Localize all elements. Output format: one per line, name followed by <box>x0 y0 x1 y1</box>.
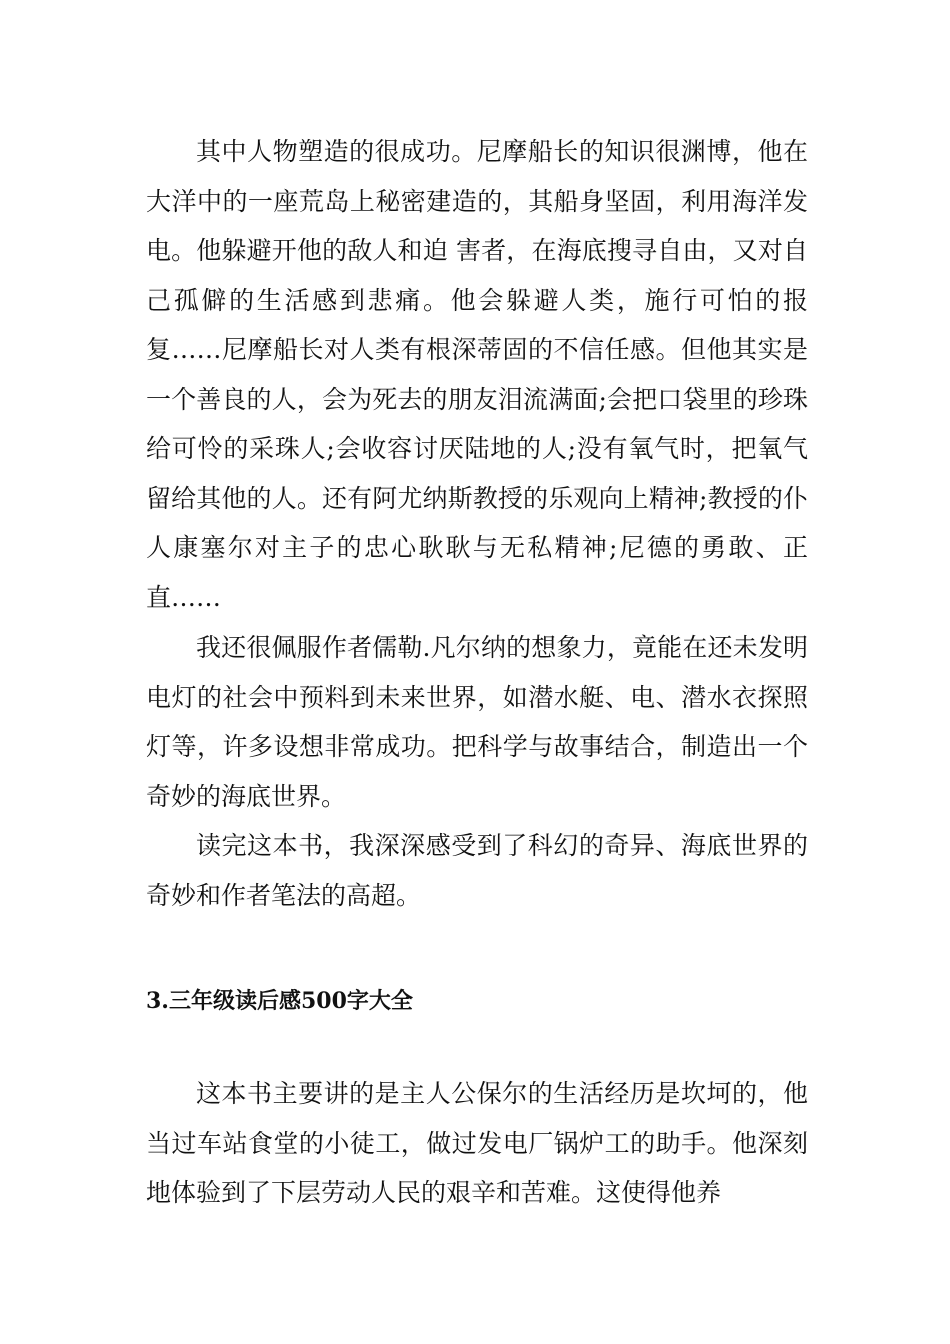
paragraph-author-imagination: 我还很佩服作者儒勒.凡尔纳的想象力，竟能在还未发明电灯的社会中预料到未来世界，如潜水艇、电、潜水衣探照灯等，许多设想非常成功。把科学与故事结合，制造出一个奇妙的海底世界。 <box>146 633 808 811</box>
paragraph-paul-story: 这本书主要讲的是主人公保尔的生活经历是坎坷的，他当过车站食堂的小徒工，做过发电厂锅炉工的助手。他深刻地体验到了下层劳动人民的艰辛和苦难。这使得他养 <box>146 1079 808 1207</box>
paragraph-conclusion: 读完这本书，我深深感受到了科幻的奇异、海底世界的奇妙和作者笔法的高超。 <box>146 831 808 910</box>
section-heading: 3.三年级读后感500字大全 <box>146 988 413 1014</box>
paragraph-nemo-characters: 其中人物塑造的很成功。尼摩船长的知识很渊博，他在大洋中的一座荒岛上秘密建造的，其船身坚固，利用海洋发电。他躲避开他的敌人和迫 害者，在海底搜寻自由，又对自己孤僻的生活感到悲痛。他会躲避人类，施行可怕的报复……尼摩船长对人类有根深蒂固的不信任感。但他其实是一个善良的人，会为死去的朋友泪流满面;会把口袋里的珍珠给可怜的采珠人;会收容讨厌陆地的人;没有氧气时，把氧气留给其他的人。还有阿尤纳斯教授的乐观向上精神;教授的仆人康塞尔对主子的忠心耿耿与无私精神;尼德的勇敢、正直…… <box>146 137 808 612</box>
